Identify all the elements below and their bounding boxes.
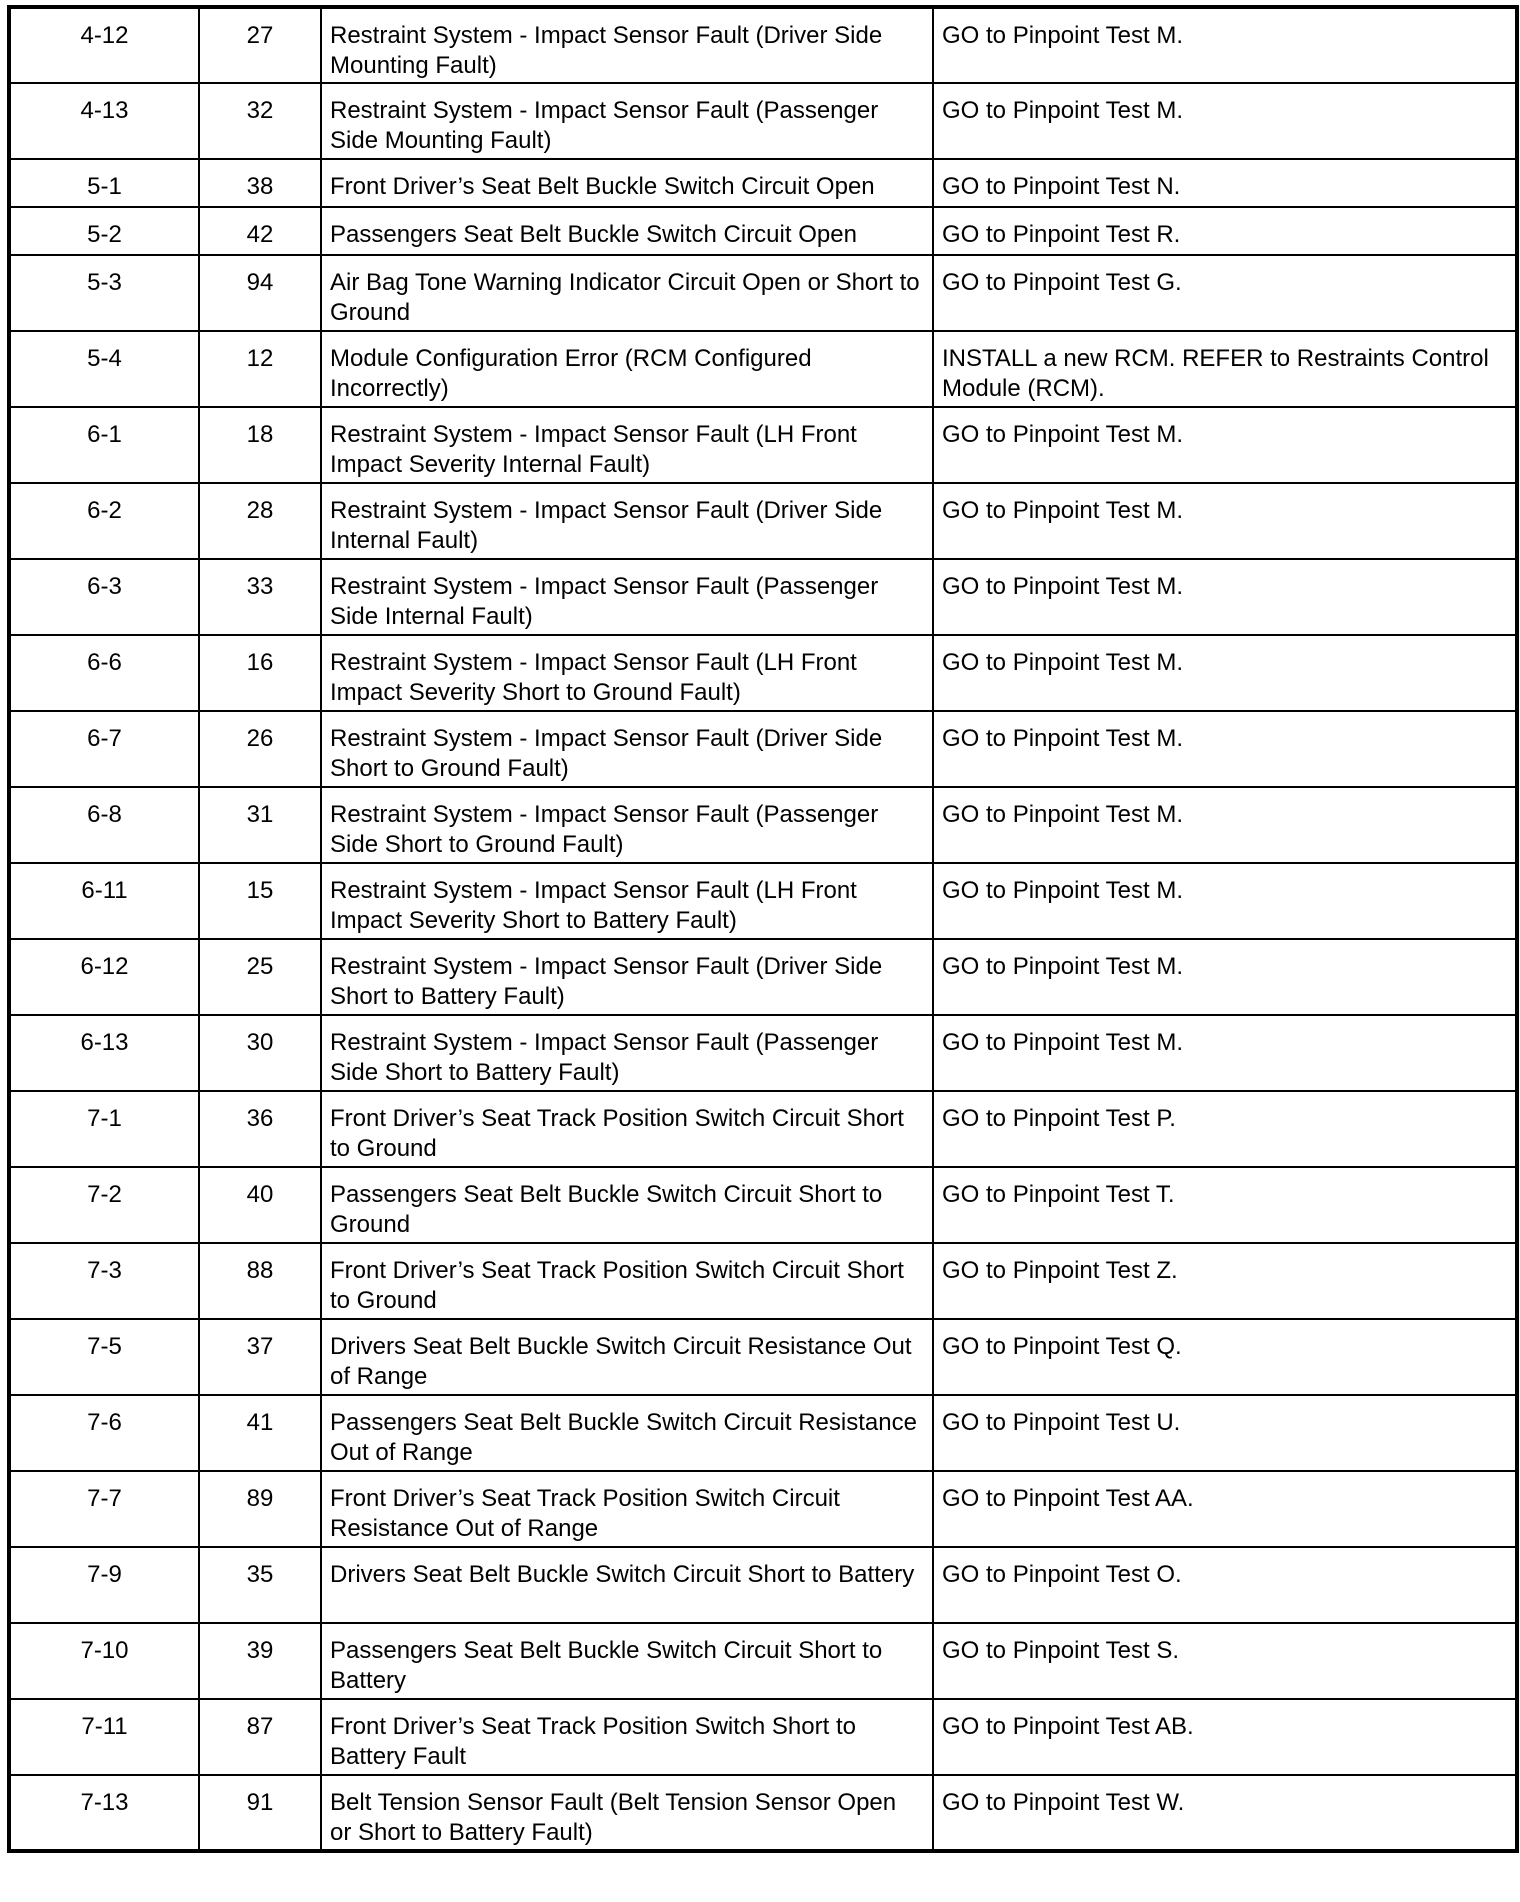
dtc-table <box>7 5 1519 1853</box>
flash-code-cell: 6-12 <box>9 939 199 1015</box>
action-cell: GO to Pinpoint Test S. <box>933 1623 1517 1699</box>
dtc-number-cell: 28 <box>199 483 321 559</box>
dtc-number-cell: 25 <box>199 939 321 1015</box>
flash-code-cell: 6-8 <box>9 787 199 863</box>
dtc-number-cell: 91 <box>199 1775 321 1851</box>
flash-code-cell: 7-1 <box>9 1091 199 1167</box>
action-cell: GO to Pinpoint Test U. <box>933 1395 1517 1471</box>
dtc-number-cell: 38 <box>199 159 321 207</box>
table-row <box>9 711 1517 787</box>
table-row <box>9 635 1517 711</box>
flash-code-cell: 7-9 <box>9 1547 199 1623</box>
fault-description-cell: Restraint System - Impact Sensor Fault (Driver Side Short to Battery Fault) <box>321 939 933 1015</box>
flash-code-cell: 6-11 <box>9 863 199 939</box>
dtc-number-cell: 40 <box>199 1167 321 1243</box>
fault-description-cell: Passengers Seat Belt Buckle Switch Circuit Resistance Out of Range <box>321 1395 933 1471</box>
dtc-number-cell: 12 <box>199 331 321 407</box>
table-row <box>9 1319 1517 1395</box>
table-row <box>9 559 1517 635</box>
table-row <box>9 1243 1517 1319</box>
dtc-table-page <box>7 5 1515 1853</box>
fault-description-cell: Belt Tension Sensor Fault (Belt Tension Sensor Open or Short to Battery Fault) <box>321 1775 933 1851</box>
table-row <box>9 83 1517 159</box>
flash-code-cell: 5-4 <box>9 331 199 407</box>
action-cell: GO to Pinpoint Test R. <box>933 207 1517 255</box>
fault-description-cell: Front Driver’s Seat Track Position Switch Circuit Resistance Out of Range <box>321 1471 933 1547</box>
fault-description-cell: Restraint System - Impact Sensor Fault (Passenger Side Mounting Fault) <box>321 83 933 159</box>
fault-description-cell: Module Configuration Error (RCM Configured Incorrectly) <box>321 331 933 407</box>
table-row <box>9 1395 1517 1471</box>
action-cell: GO to Pinpoint Test M. <box>933 83 1517 159</box>
flash-code-cell: 7-3 <box>9 1243 199 1319</box>
fault-description-cell: Front Driver’s Seat Track Position Switch Short to Battery Fault <box>321 1699 933 1775</box>
flash-code-cell: 6-6 <box>9 635 199 711</box>
flash-code-cell: 6-13 <box>9 1015 199 1091</box>
action-cell: GO to Pinpoint Test M. <box>933 407 1517 483</box>
flash-code-cell: 5-2 <box>9 207 199 255</box>
action-cell: GO to Pinpoint Test Z. <box>933 1243 1517 1319</box>
fault-description-cell: Restraint System - Impact Sensor Fault (Passenger Side Short to Ground Fault) <box>321 787 933 863</box>
action-cell: GO to Pinpoint Test N. <box>933 159 1517 207</box>
flash-code-cell: 7-6 <box>9 1395 199 1471</box>
dtc-table-body <box>9 7 1517 1851</box>
fault-description-cell: Drivers Seat Belt Buckle Switch Circuit Resistance Out of Range <box>321 1319 933 1395</box>
flash-code-cell: 4-13 <box>9 83 199 159</box>
flash-code-cell: 5-1 <box>9 159 199 207</box>
action-cell: GO to Pinpoint Test T. <box>933 1167 1517 1243</box>
table-row <box>9 1015 1517 1091</box>
table-row <box>9 331 1517 407</box>
fault-description-cell: Front Driver’s Seat Track Position Switch Circuit Short to Ground <box>321 1243 933 1319</box>
table-row <box>9 787 1517 863</box>
table-row <box>9 863 1517 939</box>
dtc-number-cell: 18 <box>199 407 321 483</box>
action-cell: GO to Pinpoint Test M. <box>933 635 1517 711</box>
action-cell: GO to Pinpoint Test M. <box>933 559 1517 635</box>
flash-code-cell: 7-7 <box>9 1471 199 1547</box>
table-row <box>9 483 1517 559</box>
table-row <box>9 1471 1517 1547</box>
dtc-number-cell: 94 <box>199 255 321 331</box>
dtc-number-cell: 30 <box>199 1015 321 1091</box>
dtc-number-cell: 37 <box>199 1319 321 1395</box>
table-row <box>9 1167 1517 1243</box>
dtc-number-cell: 89 <box>199 1471 321 1547</box>
action-cell: GO to Pinpoint Test M. <box>933 863 1517 939</box>
action-cell: GO to Pinpoint Test M. <box>933 711 1517 787</box>
flash-code-cell: 7-13 <box>9 1775 199 1851</box>
table-row <box>9 1547 1517 1623</box>
flash-code-cell: 6-1 <box>9 407 199 483</box>
dtc-number-cell: 35 <box>199 1547 321 1623</box>
table-row <box>9 939 1517 1015</box>
action-cell: GO to Pinpoint Test M. <box>933 939 1517 1015</box>
dtc-number-cell: 32 <box>199 83 321 159</box>
fault-description-cell: Air Bag Tone Warning Indicator Circuit Open or Short to Ground <box>321 255 933 331</box>
dtc-number-cell: 36 <box>199 1091 321 1167</box>
action-cell: GO to Pinpoint Test M. <box>933 787 1517 863</box>
flash-code-cell: 4-12 <box>9 7 199 83</box>
action-cell: GO to Pinpoint Test M. <box>933 483 1517 559</box>
action-cell: GO to Pinpoint Test O. <box>933 1547 1517 1623</box>
table-row <box>9 7 1517 83</box>
dtc-number-cell: 31 <box>199 787 321 863</box>
dtc-number-cell: 42 <box>199 207 321 255</box>
action-cell: GO to Pinpoint Test M. <box>933 1015 1517 1091</box>
fault-description-cell: Restraint System - Impact Sensor Fault (Driver Side Short to Ground Fault) <box>321 711 933 787</box>
fault-description-cell: Drivers Seat Belt Buckle Switch Circuit Short to Battery <box>321 1547 933 1623</box>
table-row <box>9 1775 1517 1851</box>
flash-code-cell: 7-5 <box>9 1319 199 1395</box>
action-cell: GO to Pinpoint Test AB. <box>933 1699 1517 1775</box>
fault-description-cell: Restraint System - Impact Sensor Fault (Passenger Side Short to Battery Fault) <box>321 1015 933 1091</box>
action-cell: GO to Pinpoint Test M. <box>933 7 1517 83</box>
fault-description-cell: Restraint System - Impact Sensor Fault (LH Front Impact Severity Internal Fault) <box>321 407 933 483</box>
action-cell: INSTALL a new RCM. REFER to Restraints Control Module (RCM). <box>933 331 1517 407</box>
table-row <box>9 255 1517 331</box>
fault-description-cell: Restraint System - Impact Sensor Fault (LH Front Impact Severity Short to Ground Fault) <box>321 635 933 711</box>
action-cell: GO to Pinpoint Test Q. <box>933 1319 1517 1395</box>
table-row <box>9 207 1517 255</box>
table-row <box>9 1699 1517 1775</box>
dtc-number-cell: 26 <box>199 711 321 787</box>
dtc-number-cell: 41 <box>199 1395 321 1471</box>
dtc-number-cell: 33 <box>199 559 321 635</box>
fault-description-cell: Passengers Seat Belt Buckle Switch Circuit Short to Ground <box>321 1167 933 1243</box>
flash-code-cell: 7-2 <box>9 1167 199 1243</box>
flash-code-cell: 6-3 <box>9 559 199 635</box>
fault-description-cell: Passengers Seat Belt Buckle Switch Circuit Open <box>321 207 933 255</box>
dtc-number-cell: 27 <box>199 7 321 83</box>
table-row <box>9 1091 1517 1167</box>
fault-description-cell: Restraint System - Impact Sensor Fault (LH Front Impact Severity Short to Battery Fault) <box>321 863 933 939</box>
table-row <box>9 159 1517 207</box>
table-row <box>9 407 1517 483</box>
fault-description-cell: Front Driver’s Seat Belt Buckle Switch Circuit Open <box>321 159 933 207</box>
action-cell: GO to Pinpoint Test AA. <box>933 1471 1517 1547</box>
fault-description-cell: Passengers Seat Belt Buckle Switch Circuit Short to Battery <box>321 1623 933 1699</box>
fault-description-cell: Front Driver’s Seat Track Position Switch Circuit Short to Ground <box>321 1091 933 1167</box>
flash-code-cell: 6-2 <box>9 483 199 559</box>
action-cell: GO to Pinpoint Test W. <box>933 1775 1517 1851</box>
flash-code-cell: 7-11 <box>9 1699 199 1775</box>
dtc-number-cell: 39 <box>199 1623 321 1699</box>
flash-code-cell: 5-3 <box>9 255 199 331</box>
dtc-number-cell: 16 <box>199 635 321 711</box>
dtc-number-cell: 88 <box>199 1243 321 1319</box>
fault-description-cell: Restraint System - Impact Sensor Fault (Driver Side Internal Fault) <box>321 483 933 559</box>
dtc-number-cell: 87 <box>199 1699 321 1775</box>
fault-description-cell: Restraint System - Impact Sensor Fault (Passenger Side Internal Fault) <box>321 559 933 635</box>
action-cell: GO to Pinpoint Test G. <box>933 255 1517 331</box>
table-row <box>9 1623 1517 1699</box>
flash-code-cell: 6-7 <box>9 711 199 787</box>
flash-code-cell: 7-10 <box>9 1623 199 1699</box>
dtc-number-cell: 15 <box>199 863 321 939</box>
action-cell: GO to Pinpoint Test P. <box>933 1091 1517 1167</box>
fault-description-cell: Restraint System - Impact Sensor Fault (Driver Side Mounting Fault) <box>321 7 933 83</box>
